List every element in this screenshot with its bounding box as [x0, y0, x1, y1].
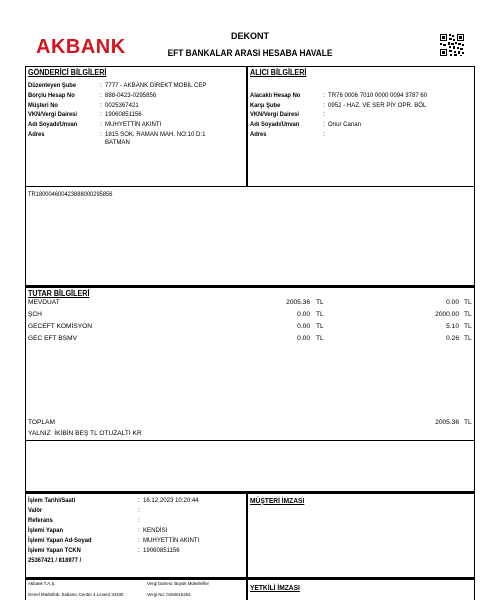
amount-in-words: YALNIZ İKİBİN BEŞ TL OTUZALTI KR	[28, 430, 142, 437]
description-box	[25, 187, 475, 286]
description-text: TR180004600423888000295856	[28, 191, 113, 198]
total-currency: TL	[464, 419, 472, 426]
footer-tax-no: Vergi No: 0150015264	[147, 592, 191, 597]
qr-code-icon	[439, 33, 465, 57]
total-value: 2005.36	[435, 419, 459, 426]
footer-company: Akbank T.A.Ş.	[28, 581, 56, 586]
receipt-page: AKBANK DEKONT EFT BANKALAR ARASI HESABA HAVALE GÖNDERİCİ BİLGİLERİ Düzenleyen Şube : 7777 - AKBANK DİREKT MOBİL CEP Borçlu Hesap No : 888-0423-0295856 Müşteri No : 0025367421 VKN/Vergi Dairesi : 19060851156 Adı Soyadı/Unvan : MUHYETTİN AKINTI Adres : 1815 SOK. RAMAN MAH. NO:10 D:1 BATMAN ALICI BİLGİLERİ Alacaklı Hesap No : TR76 0006 7010 0000 0094 3787 60 Karşı Şube : 0952 - HAZ. VE SER PİY OPR. BÖL VKN/Vergi Dairesi : Adı Soyadı/Unvan : Onur Canan Adres : TR180004600423888000295856 TUTAR BİLGİLERİ MEVDUAT 2005.36 TL 0.00 TL ŞCH 0.00 TL 2000.00 TL GECEFT KOMİSYON 0.00 TL 5.10 TL GEC EFT BSMV 0.00 TL 0.26 TL TOPLAM 2005.36 TL YALNIZ İKİBİN BEŞ TL OTUZALTI KR İşlem Tarihi/Saati : 16.12.2023 10:20:44 Valör : Referans : İşlemi Yapan : KENDİSİ İşlemi Yapan Ad-Soyad : MUHYETTİN AKINTI İşlemi Yapan TCKN : 19060851156 25367421 / 818977 / MÜŞTERİ İMZASI Akbank T.A.Ş. Vergi Dairesi: Büyük Mükellefler Genel Müdürlük: Sabancı Center 4.Levent 34330 Vergi No: 0150015264 YETKİLİ İMZASI	[0, 0, 500, 600]
total-label: TOPLAM	[28, 419, 55, 426]
document-subtitle: EFT BANKALAR ARASI HESABA HAVALE	[167, 48, 333, 58]
document-title: DEKONT	[231, 31, 269, 41]
receiver-section-title: ALICI BİLGİLERİ	[250, 68, 307, 77]
footer-head-office: Genel Müdürlük: Sabancı Center 4.Levent 34330	[28, 592, 124, 597]
footer-tax-office: Vergi Dairesi: Büyük Mükellefler	[147, 581, 209, 586]
amounts-box	[25, 286, 475, 441]
sender-field-address: Adres : 1815 SOK. RAMAN MAH. NO:10 D:1 BATMAN	[28, 131, 206, 147]
amounts-section-title: TUTAR BİLGİLERİ	[28, 289, 90, 298]
customer-signature-title: MÜŞTERİ İMZASI	[250, 496, 305, 505]
akbank-logo: AKBANK	[36, 36, 126, 58]
blank-box	[25, 441, 475, 492]
sender-section-title: GÖNDERİCİ BİLGİLERİ	[28, 68, 107, 77]
authorized-signature-title: YETKİLİ İMZASI	[250, 583, 300, 592]
